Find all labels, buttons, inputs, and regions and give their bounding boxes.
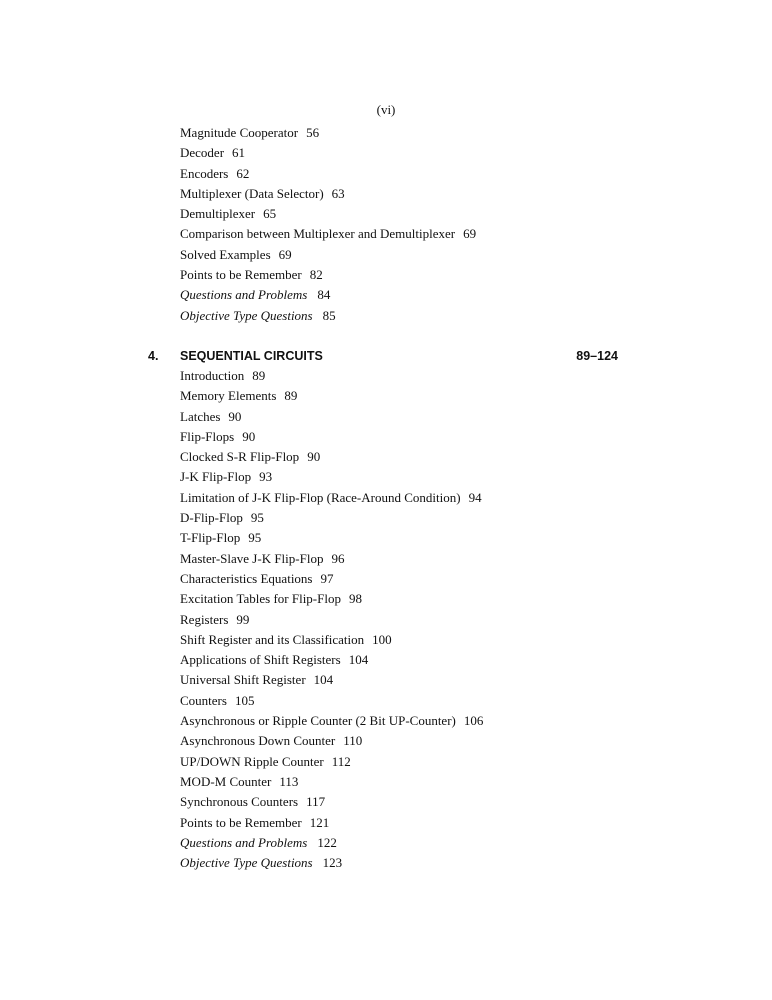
toc-entry-title: Master-Slave J-K Flip-Flop xyxy=(180,550,324,566)
toc-entry xyxy=(180,164,476,184)
toc-entry-title: Points to be Remember xyxy=(180,814,302,830)
toc-entry xyxy=(180,143,476,163)
toc-entry-title: Objective Type Questions xyxy=(180,307,313,323)
toc-entry-title: T-Flip-Flop xyxy=(180,530,241,546)
toc-entry-page: 121 xyxy=(309,814,330,830)
toc-entry-title: UP/DOWN Ripple Counter xyxy=(180,753,324,769)
toc-entry xyxy=(180,691,483,711)
toc-entry-title: Objective Type Questions xyxy=(180,855,313,871)
toc-entry-page: 96 xyxy=(331,550,345,566)
chapter4-entry-list xyxy=(180,366,483,873)
toc-entry-page: 99 xyxy=(236,611,250,627)
toc-entry xyxy=(180,630,483,650)
toc-entry-page: 98 xyxy=(348,591,362,607)
toc-entry-page: 84 xyxy=(317,287,331,303)
toc-entry-title: Introduction xyxy=(180,368,245,383)
toc-entry-title: Latches xyxy=(180,408,221,424)
toc-entry-page: 89 xyxy=(252,368,266,383)
toc-entry-title: Limitation of J-K Flip-Flop (Race-Around Condition) xyxy=(180,489,461,505)
toc-entry-page: 61 xyxy=(232,145,246,161)
toc-entry-page: 110 xyxy=(343,733,363,749)
toc-entry-page: 106 xyxy=(463,713,484,729)
toc-entry-title: Counters xyxy=(180,692,227,708)
toc-entry-title: Questions and Problems xyxy=(180,287,308,303)
toc-entry xyxy=(180,467,483,487)
toc-entry-title: Questions and Problems xyxy=(180,834,308,850)
toc-entry xyxy=(180,285,476,305)
toc-entry-title: Universal Shift Register xyxy=(180,672,306,688)
toc-entry-page: 100 xyxy=(372,631,392,647)
toc-entry-page: 63 xyxy=(331,185,345,201)
toc-entry-title: Shift Register and its Classification xyxy=(180,631,365,647)
toc-entry-page: 90 xyxy=(228,408,242,424)
toc-entry-page: 113 xyxy=(279,773,299,789)
toc-entry-title: Multiplexer (Data Selector) xyxy=(180,185,324,201)
toc-entry-title: Comparison between Multiplexer and Demultiplexer xyxy=(180,226,456,242)
toc-entry-page: 122 xyxy=(317,834,337,850)
toc-entry-page: 95 xyxy=(248,530,262,546)
toc-entry xyxy=(180,792,483,812)
toc-entry xyxy=(180,833,483,853)
toc-entry-title: Magnitude Cooperator xyxy=(180,125,299,140)
toc-entry-title: Characteristics Equations xyxy=(180,570,313,586)
toc-entry-title: Decoder xyxy=(180,145,225,161)
toc-entry xyxy=(180,853,483,873)
toc-entry-page: 93 xyxy=(259,469,273,485)
toc-entry-title: Excitation Tables for Flip-Flop xyxy=(180,591,341,607)
toc-entry-page: 123 xyxy=(322,855,343,871)
toc-entry-page: 112 xyxy=(331,753,351,769)
toc-entry-title: Solved Examples xyxy=(180,246,271,262)
toc-entry xyxy=(180,447,483,467)
toc-entry-title: Memory Elements xyxy=(180,388,277,404)
toc-entry xyxy=(180,224,476,244)
toc-entry-page: 117 xyxy=(306,794,326,810)
toc-entry-title: D-Flip-Flop xyxy=(180,510,243,526)
toc-entry xyxy=(180,184,476,204)
toc-entry-title: Flip-Flops xyxy=(180,428,235,444)
chapter-number: 4. xyxy=(148,349,159,363)
toc-entry-page: 95 xyxy=(250,510,264,526)
toc-entry xyxy=(180,407,483,427)
page-number: (vi) xyxy=(376,102,396,117)
toc-entry-title: Demultiplexer xyxy=(180,206,256,222)
toc-entry-title: Registers xyxy=(180,611,229,627)
toc-entry xyxy=(180,123,476,143)
toc-entry xyxy=(180,488,483,508)
toc-entry xyxy=(180,569,483,589)
toc-entry-title: Encoders xyxy=(180,165,229,181)
toc-entry-page: 105 xyxy=(234,692,255,708)
toc-entry xyxy=(180,306,476,326)
toc-entry xyxy=(180,650,483,670)
toc-entry xyxy=(180,265,476,285)
toc-entry xyxy=(180,245,476,265)
toc-entry-page: 62 xyxy=(236,165,250,181)
toc-entry xyxy=(180,508,483,528)
toc-entry-title: Points to be Remember xyxy=(180,267,302,283)
toc-entry-page: 89 xyxy=(284,388,298,404)
toc-entry-title: Asynchronous Down Counter xyxy=(180,733,336,749)
toc-entry xyxy=(180,772,483,792)
toc-entry-page: 85 xyxy=(322,307,336,323)
toc-entry xyxy=(180,731,483,751)
toc-entry-title: J-K Flip-Flop xyxy=(180,469,252,485)
toc-entry-page: 69 xyxy=(278,246,292,262)
toc-entry-page: 104 xyxy=(313,672,334,688)
chapter3-entry-list xyxy=(180,123,476,326)
toc-entry xyxy=(180,549,483,569)
toc-entry xyxy=(180,589,483,609)
toc-entry xyxy=(180,752,483,772)
toc-entry-title: MOD-M Counter xyxy=(180,773,272,789)
toc-entry xyxy=(180,366,483,386)
chapter-page-range: 89–124 xyxy=(576,349,618,363)
toc-entry-page: 97 xyxy=(320,570,334,586)
toc-entry xyxy=(180,386,483,406)
toc-entry-page: 56 xyxy=(306,125,320,140)
toc-entry-title: Synchronous Counters xyxy=(180,794,299,810)
toc-entry-page: 69 xyxy=(463,226,477,242)
toc-entry xyxy=(180,813,483,833)
toc-entry-page: 90 xyxy=(242,428,256,444)
toc-entry xyxy=(180,711,483,731)
toc-entry xyxy=(180,427,483,447)
toc-entry-title: Asynchronous or Ripple Counter (2 Bit UP-Counter) xyxy=(180,713,456,729)
toc-entry xyxy=(180,204,476,224)
toc-entry-title: Applications of Shift Registers xyxy=(180,652,341,668)
chapter4-heading xyxy=(148,346,618,366)
chapter-title: SEQUENTIAL CIRCUITS xyxy=(180,349,323,363)
toc-entry-page: 104 xyxy=(348,652,369,668)
toc-entry xyxy=(180,670,483,690)
toc-entry-page: 94 xyxy=(468,489,482,505)
toc-entry-title: Clocked S-R Flip-Flop xyxy=(180,449,300,465)
toc-entry-page: 82 xyxy=(309,267,323,283)
toc-entry xyxy=(180,610,483,630)
toc-entry-page: 90 xyxy=(307,449,321,465)
toc-entry xyxy=(180,528,483,548)
toc-entry-page: 65 xyxy=(263,206,277,222)
